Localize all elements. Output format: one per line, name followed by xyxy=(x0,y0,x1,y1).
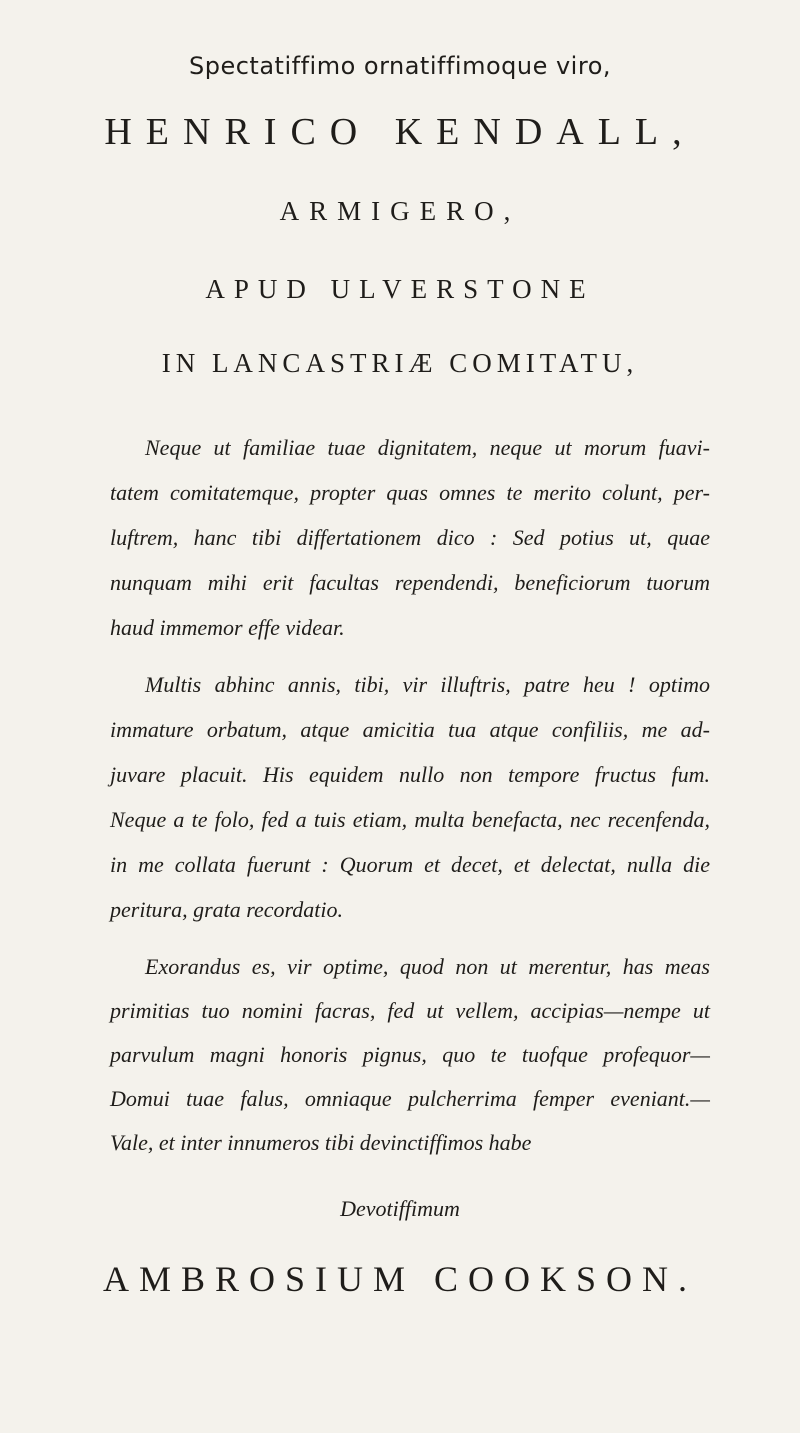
paragraph-2-line: Neque a te folo, fed a tuis etiam, multa benefacta, nec recenfenda, xyxy=(110,807,710,832)
paragraph-2-line: in me collata fuerunt : Quorum et decet, et delectat, nulla die xyxy=(110,852,710,877)
paragraph-3-line: Domui tuae falus, omniaque pulcherrima femper eveniant.— xyxy=(110,1086,710,1111)
dedicatee-name: HENRICO KENDALL, xyxy=(104,111,696,153)
paragraph-2-line: Multis abhinc annis, tibi, vir illuftris, patre heu ! optimo xyxy=(145,672,710,697)
signature: AMBROSIUM COOKSON. xyxy=(102,1259,698,1299)
closing-devotion: Devotiffimum xyxy=(340,1196,460,1221)
paragraph-3-line: Exorandus es, vir optime, quod non ut merentur, has meas xyxy=(145,954,710,979)
paragraph-3-line: parvulum magni honoris pignus, quo te tuofque profequor— xyxy=(110,1042,710,1067)
paragraph-3-line: Vale, et inter innumeros tibi devinctiffimos habe xyxy=(110,1130,532,1155)
dedicatee-county: IN LANCASTRIÆ COMITATU, xyxy=(161,348,639,378)
paragraph-1-line: tatem comitatemque, propter quas omnes te merito colunt, per- xyxy=(110,480,710,505)
paragraph-1-line: nunquam mihi erit facultas rependendi, beneficiorum tuorum xyxy=(110,570,710,595)
dedicatee-title: ARMIGERO, xyxy=(279,196,521,226)
paragraph-3-line: primitias tuo nomini facras, fed ut vellem, accipias—nempe ut xyxy=(110,998,710,1023)
paragraph-1-line: haud immemor effe videar. xyxy=(110,615,345,640)
paragraph-2-line: juvare placuit. His equidem nullo non tempore fructus fum. xyxy=(110,762,710,787)
paragraph-2-line: immature orbatum, atque amicitia tua atque confiliis, me ad- xyxy=(110,717,710,742)
paragraph-1-line: Neque ut familiae tuae dignitatem, neque ut morum fuavi- xyxy=(145,435,710,460)
dedication-line: Spectatiffimo ornatiffimoque viro, xyxy=(189,52,611,80)
paragraph-1-line: luftrem, hanc tibi differtationem dico : Sed potius ut, quae xyxy=(110,525,710,550)
dedicatee-place: APUD ULVERSTONE xyxy=(205,274,595,304)
paragraph-2-line: peritura, grata recordatio. xyxy=(110,897,344,922)
